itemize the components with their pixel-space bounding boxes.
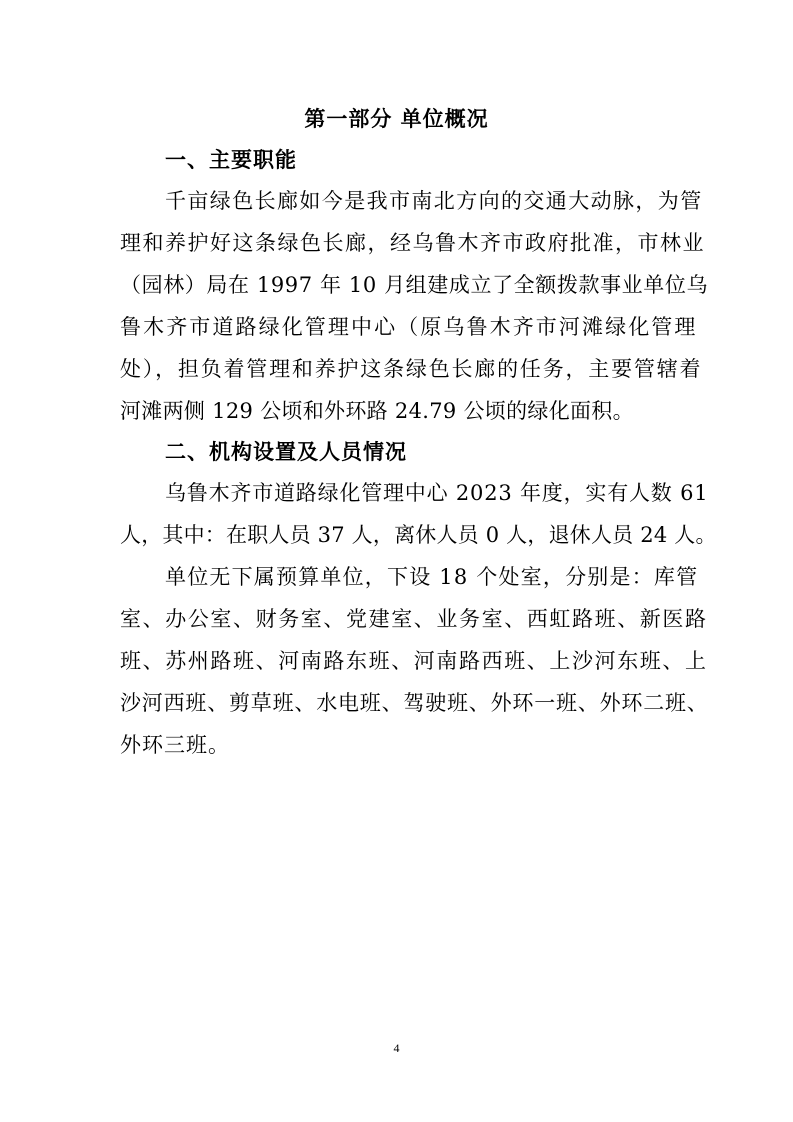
paragraph-line: 乌鲁木齐市道路绿化管理中心 2023 年度，实有人数 61	[165, 481, 709, 505]
page-number: 4	[393, 1041, 400, 1055]
paragraph-line: 单位无下属预算单位，下设 18 个处室，分别是：库管	[165, 565, 699, 589]
part-title: 第一部分 单位概况	[304, 107, 489, 131]
paragraph-line: 人，其中：在职人员 37 人，离休人员 0 人，退休人员 24 人。	[120, 523, 717, 547]
paragraph-line: 班、苏州路班、河南路东班、河南路西班、上沙河东班、上	[120, 649, 708, 673]
section-heading-organization-staff: 二、机构设置及人员情况	[165, 440, 407, 464]
paragraph-line: 理和养护好这条绿色长廊，经乌鲁木齐市政府批准，市林业	[120, 231, 705, 255]
paragraph-line: 千亩绿色长廊如今是我市南北方向的交通大动脉，为管	[165, 189, 703, 213]
paragraph-line: 鲁木齐市道路绿化管理中心（原乌鲁木齐市河滩绿化管理	[120, 315, 698, 339]
paragraph-line: 处），担负着管理和养护这条绿色长廊的任务，主要管辖着	[120, 357, 703, 381]
paragraph-line: 河滩两侧 129 公顷和外环路 24.79 公顷的绿化面积。	[120, 399, 634, 423]
paragraph-line: 沙河西班、剪草班、水电班、驾驶班、外环一班、外环二班、	[120, 691, 709, 715]
paragraph-line: 外环三班。	[120, 733, 230, 757]
paragraph-line: （园林）局在 1997 年 10 月组建成立了全额拨款事业单位乌	[120, 273, 709, 297]
paragraph-line: 室、办公室、财务室、党建室、业务室、西虹路班、新医路	[120, 607, 708, 631]
section-heading-main-functions: 一、主要职能	[165, 148, 297, 172]
